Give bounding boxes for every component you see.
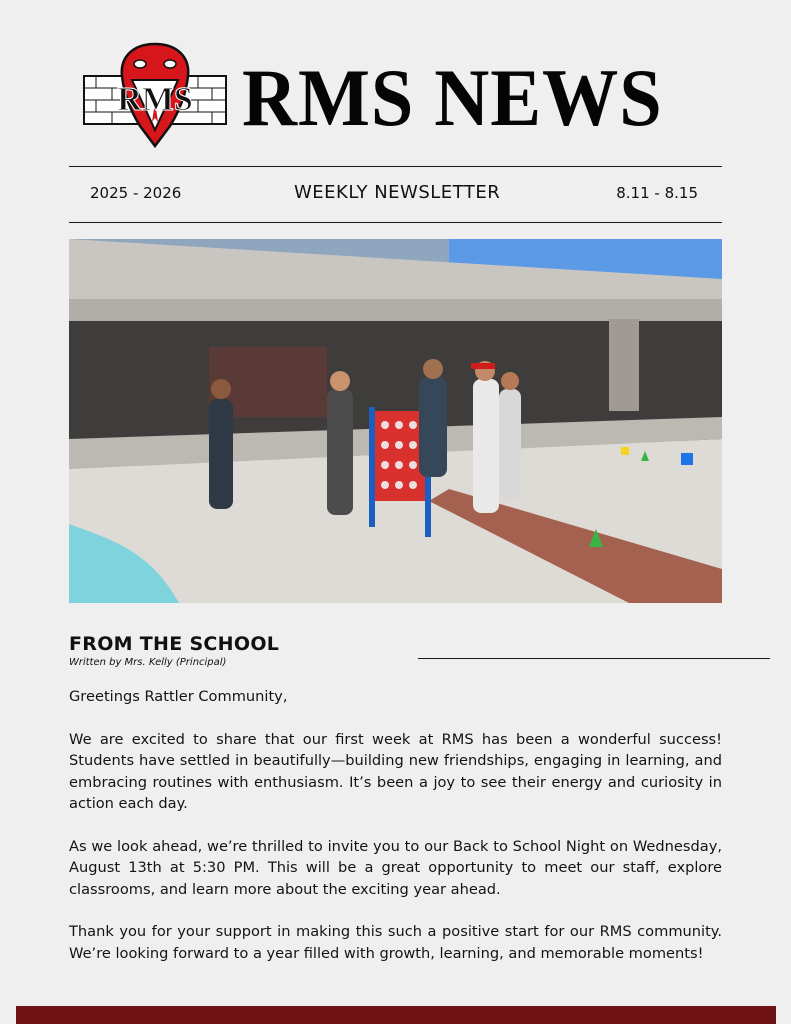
masthead-title: RMS NEWS [242, 52, 663, 143]
newsletter-header-row [69, 178, 722, 208]
section-title: FROM THE SCHOOL [69, 633, 280, 655]
week-dates: 8.11 - 8.15 [616, 184, 698, 202]
body-paragraph: Thank you for your support in making this such a positive start for our RMS community. We’re looking forward to a year filled with growth, learning, and memorable moments! [69, 923, 722, 962]
header-bottom-rule [69, 222, 722, 223]
section-byline: Written by Mrs. Kelly (Principal) [69, 657, 227, 668]
header-top-rule [69, 166, 722, 167]
rms-rattler-logo [82, 42, 228, 150]
greeting-paragraph: Greetings Rattler Community, [69, 688, 288, 705]
school-year: 2025 - 2026 [90, 184, 182, 202]
body-paragraph: As we look ahead, we’re thrilled to invite you to our Back to School Night on Wednesday, August 13th at 5:30 PM. This will be a great opportunity to meet our staff, explore classrooms, and learn more about the exciting year ahead. [69, 837, 722, 898]
logo-letters: RMS [117, 81, 193, 118]
article-body [69, 686, 722, 986]
body-paragraph: We are excited to share that our first week at RMS has been a wonderful success! Students have settled in beautifully—building new friendships, engaging in learning, and embracing routines with enthusiasm. It’s been a joy to see their energy and curiosity in action each day. [69, 730, 722, 813]
section-rule [418, 658, 770, 659]
newsletter-label: WEEKLY NEWSLETTER [294, 182, 501, 203]
footer-bar [16, 1006, 776, 1024]
school-courtyard-photo [69, 239, 722, 603]
